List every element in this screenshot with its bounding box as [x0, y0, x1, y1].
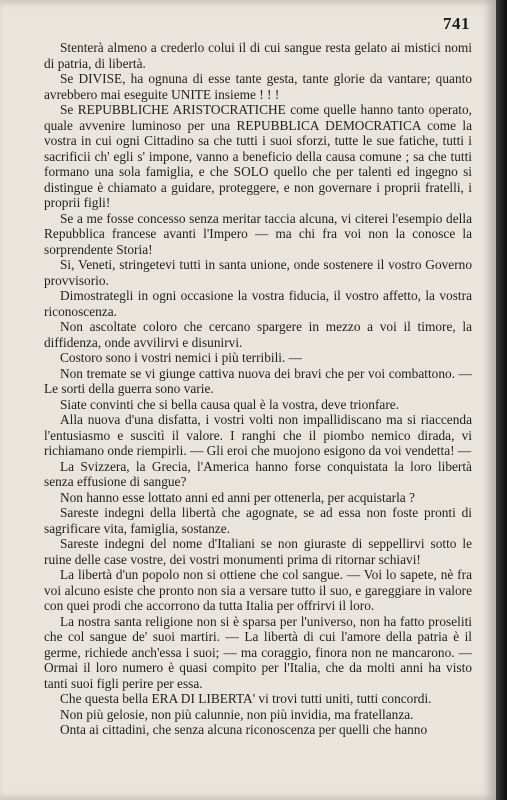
body-text — [44, 40, 472, 738]
paragraph: La nostra santa religione non si è sparsa per l'universo, non ha fatto proseliti che col sangue de' suoi martiri. — La libertà di cui l'amore della patria è il germe, richiede anch'essa i suoi; — ma coraggio, finora non ne mancarono. — Ormai il loro numero è quasi compito per l'Italia, che da molti anni ha visto tanti suoi figli perire per essa. — [44, 613, 472, 691]
paragraph: Non hanno esse lottato anni ed anni per ottenerla, per acquistarla ? — [60, 489, 415, 505]
paragraph: Costoro sono i vostri nemici i più terribili. — — [60, 350, 303, 365]
paragraph: La Svizzera, la Grecia, l'America hanno forse conquistata la loro libertà senza effusione di sangue? — [44, 458, 472, 489]
paragraph: Che questa bella ERA DI LIBERTA' vi trovi tutti uniti, tutti concordi. — [60, 691, 432, 706]
paragraph: La libertà d'un popolo non si ottiene che col sangue. — Voi lo sapete, nè fra voi alcuno esiste che pronto non sia a versare tutto il suo, e gareggiare in valore con quei prodi che accorrono da tutta Italia per offrirvi il loro. — [44, 567, 472, 613]
paragraph: Non ascoltate coloro che cercano spargere in mezzo a voi il timore, la diffidenza, onde avvilirvi e disunirvi. — [44, 319, 472, 350]
paragraph: Non più gelosie, non più calunnie, non più invidia, ma fratellanza. — [60, 706, 414, 722]
paragraph: Non tremate se vi giunge cattiva nuova dei bravi che per voi combattono. — Le sorti della guerra sono varie. — [44, 365, 472, 396]
paragraph: Onta ai cittadini, che senza alcuna riconoscenza per quelli che hanno — [60, 722, 428, 737]
paragraph: Stenterà almeno a crederlo colui il di cui sangue resta gelato ai mistici nomi di patria, di libertà. — [44, 40, 472, 71]
paragraph: Siate convinti che si bella causa qual è la vostra, deve trionfare. — [60, 396, 400, 412]
page-edge-shadow — [496, 0, 507, 800]
paragraph: Se REPUBBLICHE ARISTOCRATICHE come quelle hanno tanto operato, quale avvenire luminoso per una REPUBBLICA DEMOCRATICA come la vostra in cui ogni Cittadino sa che tutti i suoi sforzi, tutte le sue fatiche, tutti i sacrificii ch' egli s' impone, vanno a beneficio della causa comune ; sa che tutti formano una sola famiglia, e che SOLO quello che per talenti ed ingegno si distingue è chiamato a guidare, proteggere, e non governare i proprii fratelli, i proprii figli! — [44, 102, 472, 210]
page-number: 741 — [443, 14, 470, 33]
paragraph: Se DIVISE, ha ognuna di esse tante gesta, tante glorie da vantare; quanto avrebbero mai eseguite UNITE insieme ! ! ! — [44, 71, 472, 102]
paragraph: Sareste indegni della libertà che agognate, se ad essa non foste pronti di sagrificare vita, famiglia, sostanze. — [44, 505, 472, 536]
paragraph: Sareste indegni del nome d'Italiani se non giuraste di seppellirvi sotto le ruine delle case vostre, dei vostri monumenti prima di ritornar schiavi! — [44, 536, 472, 567]
paragraph: Si, Veneti, stringetevi tutti in santa unione, onde sostenere il vostro Governo provvisorio. — [44, 257, 472, 288]
paragraph: Se a me fosse concesso senza meritar taccia alcuna, vi citerei l'esempio della Repubblica francese avanti l'Impero — ma chi fra voi non la conosce la sorprendente Storia! — [44, 210, 472, 257]
paragraph: Dimostrategli in ogni occasione la vostra fiducia, il vostro affetto, la vostra riconoscenza. — [44, 288, 472, 319]
paragraph: Alla nuova d'una disfatta, i vostri volti non impallidiscano ma si riaccenda l'entusiasmo e suscitì il valore. I ranghi che il piombo nemico dirada, vi richiamano onde riempirli. — Gli eroi che muojono esigono da voi vendetta! — — [44, 412, 472, 458]
